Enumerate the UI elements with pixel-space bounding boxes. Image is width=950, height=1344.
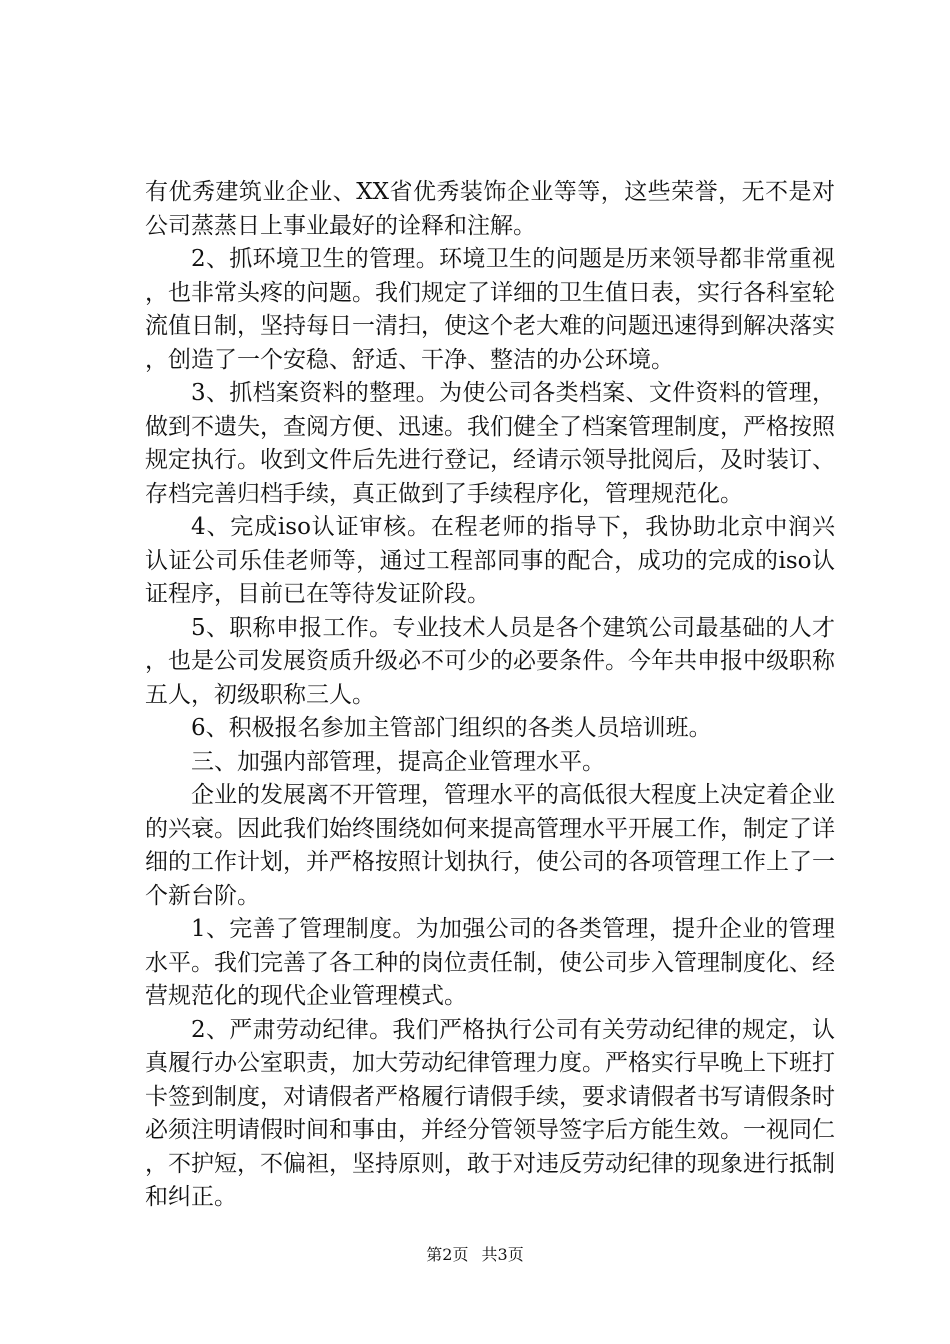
paragraph-archive-management: 3、抓档案资料的整理。为使公司各类档案、文件资料的管理，做到不遗失，查阅方便、迅速。我们健全了档案管理制度，严格按照规定执行。收到文件后先进行登记，经请示领导批阅后，及时装订、存档完善归档手续，真正做到了手续程序化，管理规范化。: [145, 380, 835, 507]
document-body: [145, 176, 835, 1215]
paragraph-training: 6、积极报名参加主管部门组织的各类人员培训班。: [191, 715, 712, 741]
paragraph-iso-certification: 4、完成iso认证审核。在程老师的指导下，我协助北京中润兴认证公司乐佳老师等，通过工程部同事的配合，成功的完成的iso认证程序，目前已在等待发证阶段。: [145, 514, 835, 607]
section-heading-internal-management: 三、加强内部管理，提高企业管理水平。: [191, 748, 605, 775]
page-total: 共3页: [481, 1245, 524, 1264]
paragraph-title-application: 5、职称申报工作。专业技术人员是各个建筑公司最基础的人才，也是公司发展资质升级必不可少的必要条件。今年共申报中级职称五人，初级职称三人。: [145, 614, 835, 708]
page-number: 第2页: [426, 1245, 469, 1264]
paragraph-management-system: 1、完善了管理制度。为加强公司的各类管理，提升企业的管理水平。我们完善了各工种的岗位责任制，使公司步入管理制度化、经营规范化的现代企业管理模式。: [145, 916, 835, 1009]
page-footer: [0, 1245, 950, 1265]
paragraph-management-intro: 企业的发展离不开管理，管理水平的高低很大程度上决定着企业的兴衰。因此我们始终围绕如何来提高管理水平开展工作，制定了详细的工作计划，并严格按照计划执行，使公司的各项管理工作上了一个新台阶。: [145, 782, 835, 909]
paragraph-labor-discipline: 2、严肃劳动纪律。我们严格执行公司有关劳动纪律的规定，认真履行办公室职责，加大劳动纪律管理力度。严格实行早晚上下班打卡签到制度，对请假者严格履行请假手续，要求请假者书写请假条时必须注明请假时间和事由，并经分管领导签字后方能生效。一视同仁，不护短，不偏袒，坚持原则，敢于对违反劳动纪律的现象进行抵制和纠正。: [145, 1016, 835, 1210]
paragraph-continuation: 有优秀建筑业企业、XX省优秀装饰企业等等，这些荣誉，无不是对公司蒸蒸日上事业最好的诠释和注解。: [145, 179, 835, 239]
paragraph-environment-hygiene: 2、抓环境卫生的管理。环境卫生的问题是历来领导都非常重视，也非常头疼的问题。我们规定了详细的卫生值日表，实行各科室轮流值日制，坚持每日一清扫，使这个老大难的问题迅速得到解决落实，创造了一个安稳、舒适、干净、整洁的办公环境。: [145, 246, 835, 373]
